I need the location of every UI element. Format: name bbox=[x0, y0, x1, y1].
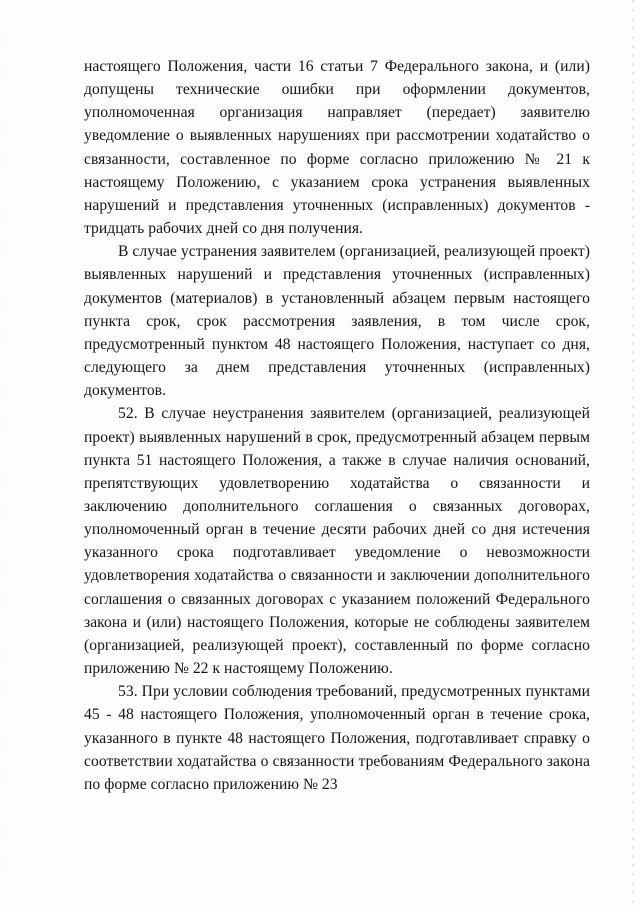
paragraph-correction-deadline: В случае устранения заявителем (организацией, реализующей проект) выявленных нарушений и представления уточненных (исправленных) документов (материалов) в установленный абзацем первым настоящего пункта срок, срок рассмотрения заявления, в том числе срок, предусмотренный пунктом 48 настоящего Положения, наступает со дня, следующего за днем представления уточненных (исправленных) документов. bbox=[84, 243, 590, 400]
scan-edge-right bbox=[632, 0, 634, 905]
paragraph-continuation: настоящего Положения, части 16 статьи 7 Федерального закона, и (или) допущены технические ошибки при оформлении документов, уполномоченная организация направляет (передает) заявителю уведомление о выявленных нарушениях при рассмотрении ходатайство о связанности, составленное по форме согласно приложению № 21 к настоящему Положению, с указанием срока устранения выявленных нарушений и представления уточненных (исправленных) документов - тридцать рабочих дней со дня получения. bbox=[84, 58, 590, 238]
scan-edge-left bbox=[3, 0, 4, 905]
paragraph-item-53: 53. При условии соблюдения требований, предусмотренных пунктами 45 - 48 настоящего Положения, уполномоченный орган в течение срока, указанного в пункте 48 настоящего Положения, подготавливает справку о соответствии ходатайства о связанности требованиям Федерального закона по форме согласно приложению № 23 bbox=[84, 683, 590, 793]
document-body bbox=[84, 55, 590, 796]
paragraph-item-52: 52. В случае неустранения заявителем (организацией, реализующей проект) выявленных нарушений в срок, предусмотренный абзацем первым пункта 51 настоящего Положения, а также в случае наличия оснований, препятствующих удовлетворению ходатайства о связанности и заключению дополнительного соглашения о связанных договорах, уполномоченный орган в течение десяти рабочих дней со дня истечения указанного срока подготавливает уведомление о невозможности удовлетворения ходатайства о связанности и заключении дополнительного соглашения о связанных договорах с указанием положений Федерального закона и (или) настоящего Положения, которые не соблюдены заявителем (организацией, реализующей проект), составленный по форме согласно приложению № 22 к настоящему Положению. bbox=[84, 405, 590, 678]
